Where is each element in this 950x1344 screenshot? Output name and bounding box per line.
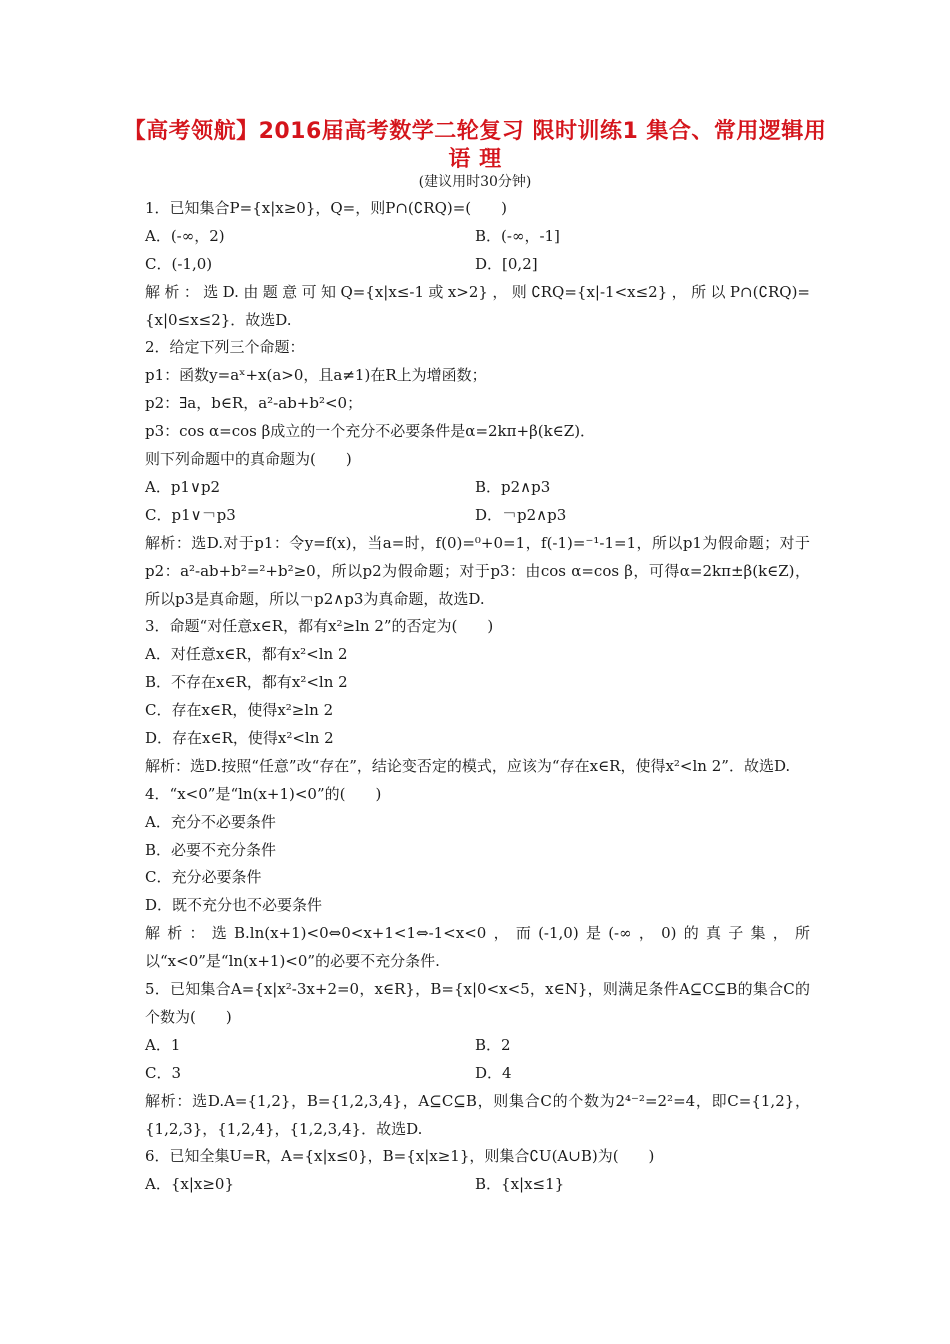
solution-paragraph: 解析：选D.A={1,2}，B={1,2,3,4}，A⊆C⊆B，则集合C的个数为2⁴⁻²=2²=4，即C={1,2}，{1,2,3}，{1,2,4}，{1,2,3,4}．故选D. [145, 1091, 810, 1138]
option-right: B．(-∞，-1] [475, 226, 560, 245]
text-line: 6．已知全集U=R，A={x|x≤0}，B={x|x≥1}，则集合∁U(A∪B)为( ) [145, 1147, 655, 1166]
solution-paragraph: 解析：选D.对于p1：令y=f(x)，当a=时，f(0)=⁰+0=1，f(-1)=⁻¹-1=1，所以p1为假命题；对于p2：a²-ab+b²=²+b²≥0，所以p2为假命题；对于p3：由cos α=cos β，可得α=2kπ±β(k∈Z)，所以p3是真命题，所以￢p2∧p3为真命题，故选D. [145, 533, 810, 608]
option-row [145, 1032, 810, 1060]
option-left: A．{x|x≥0} [145, 1175, 235, 1194]
text-line: 1．已知集合P={x|x≥0}，Q=，则P∩(∁RQ)=( ) [145, 199, 508, 217]
solution-paragraph: 解析：选D.由题意可知Q={x|x≤-1或x>2}，则∁RQ={x|-1<x≤2}，所以P∩(∁RQ)={x|0≤x≤2}．故选D. [145, 282, 810, 329]
document-body [145, 195, 810, 1199]
option-row [145, 251, 810, 279]
option-right: D．￢p2∧p3 [475, 505, 567, 524]
text-line: p3：cos α=cos β成立的一个充分不必要条件是α=2kπ+β(k∈Z)． [145, 422, 596, 441]
text-line: D．存在x∈R，使得x²<ln 2 [145, 729, 334, 747]
text-line: 4．“x<0”是“ln(x+1)<0”的( ) [145, 784, 382, 803]
text-line: C．存在x∈R，使得x²≥ln 2 [145, 701, 334, 720]
option-row [145, 223, 810, 251]
document-title: 【高考领航】2016届高考数学二轮复习 限时训练1 集合、常用逻辑用语 理 [123, 119, 827, 172]
option-left: A．1 [145, 1035, 181, 1054]
option-right: D．[0,2] [475, 254, 538, 273]
option-left: A．p1∨p2 [145, 477, 221, 496]
text-line: 则下列命题中的真命题为( ) [145, 450, 352, 469]
option-row [145, 1060, 810, 1088]
text-line: B．必要不充分条件 [145, 840, 277, 859]
option-row [145, 1171, 810, 1199]
solution-paragraph: 解析：选B.ln(x+1)<0⇔0<x+1<1⇔-1<x<0，而(-1,0)是(-∞，0)的真子集，所以“x<0”是“ln(x+1)<0”的必要不充分条件. [145, 924, 810, 971]
option-row [145, 474, 810, 502]
option-right: D．4 [475, 1063, 512, 1082]
text-line: p1：函数y=aˣ+x(a>0，且a≠1)在R上为增函数； [145, 366, 487, 385]
document-subtitle: (建议用时30分钟) [418, 174, 532, 190]
option-left: A．(-∞，2) [145, 226, 225, 245]
text-line: A．对任意x∈R，都有x²<ln 2 [145, 645, 348, 664]
option-left: C．3 [145, 1063, 182, 1082]
option-row [145, 502, 810, 530]
solution-paragraph: 5．已知集合A={x|x²-3x+2=0，x∈R}，B={x|0<x<5，x∈N}，则满足条件A⊆C⊆B的集合C的个数为( ) [145, 980, 810, 1026]
option-left: C．p1∨￢p3 [145, 505, 236, 524]
text-line: 3．命题“对任意x∈R，都有x²≥ln 2”的否定为( ) [145, 617, 494, 636]
option-right: B．p2∧p3 [475, 477, 551, 496]
text-line: A．充分不必要条件 [145, 812, 276, 831]
text-line: C．充分必要条件 [145, 868, 262, 887]
text-line: p2：∃a，b∈R，a²-ab+b²<0； [145, 394, 363, 413]
text-line: B．不存在x∈R，都有x²<ln 2 [145, 673, 348, 692]
option-right: B．2 [475, 1035, 511, 1054]
option-right: B．{x|x≤1} [475, 1175, 565, 1194]
option-left: C．(-1,0) [145, 254, 213, 273]
text-line: 2．给定下列三个命题： [145, 338, 305, 357]
text-line: D．既不充分也不必要条件 [145, 896, 323, 915]
solution-paragraph: 解析：选D.按照“任意”改“存在”，结论变否定的模式，应该为“存在x∈R，使得x²<ln 2”．故选D. [145, 756, 791, 775]
